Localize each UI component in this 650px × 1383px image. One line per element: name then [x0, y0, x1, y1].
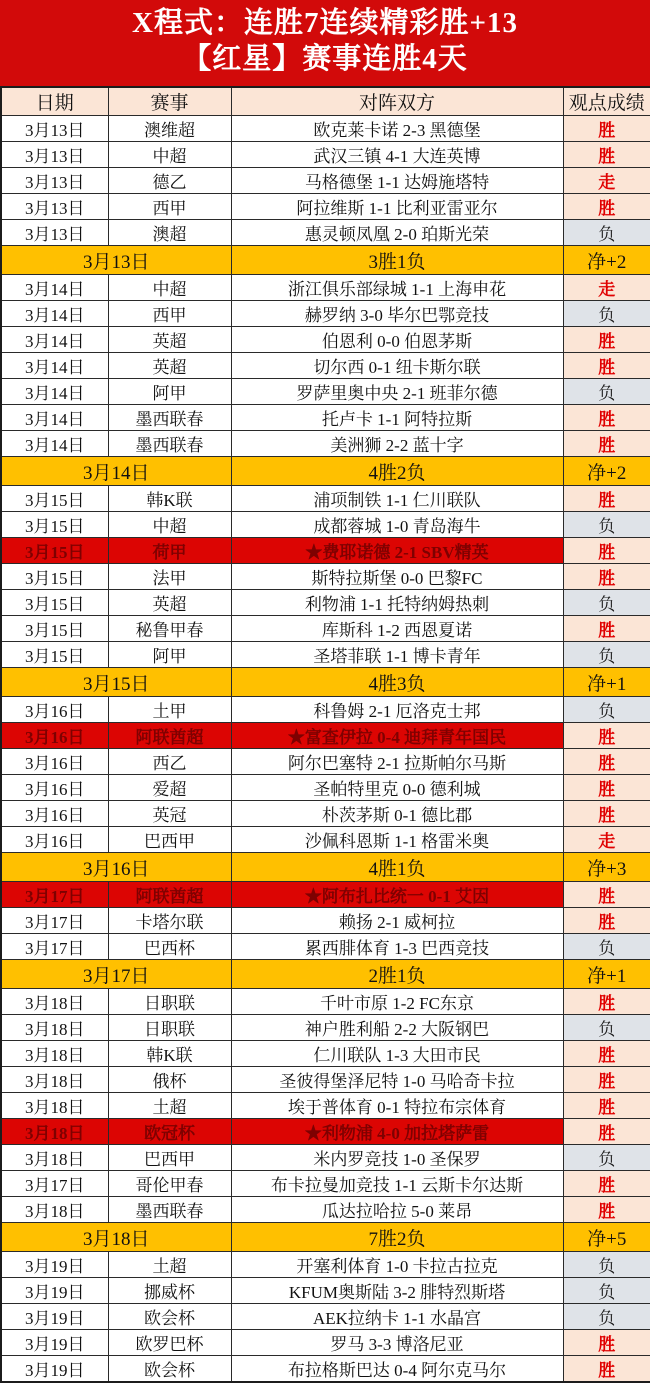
result-badge: 负	[563, 220, 650, 246]
match-teams-score: 沙佩科恩斯 1-1 格雷米奥	[231, 827, 563, 853]
match-teams-score: 布卡拉曼加竞技 1-1 云斯卡尔达斯	[231, 1171, 563, 1197]
match-league: 巴西杯	[108, 934, 231, 960]
summary-record: 4胜2负	[231, 457, 563, 486]
day-summary-row	[1, 853, 650, 882]
summary-record: 2胜1负	[231, 960, 563, 989]
match-teams-score: 切尔西 0-1 纽卡斯尔联	[231, 353, 563, 379]
match-date: 3月18日	[1, 1093, 108, 1119]
match-row	[1, 1145, 650, 1171]
match-date: 3月14日	[1, 301, 108, 327]
match-row	[1, 116, 650, 142]
match-row	[1, 1041, 650, 1067]
result-badge: 胜	[563, 775, 650, 801]
match-date: 3月16日	[1, 723, 108, 749]
match-teams-score: 埃于普体育 0-1 特拉布宗体育	[231, 1093, 563, 1119]
summary-date: 3月16日	[1, 853, 231, 882]
summary-date: 3月14日	[1, 457, 231, 486]
match-league: 土甲	[108, 697, 231, 723]
match-row	[1, 431, 650, 457]
col-header-match: 对阵双方	[231, 87, 563, 116]
match-teams-score: 阿尔巴塞特 2-1 拉斯帕尔马斯	[231, 749, 563, 775]
match-date: 3月19日	[1, 1330, 108, 1356]
match-row	[1, 564, 650, 590]
match-teams-score: 仁川联队 1-3 大田市民	[231, 1041, 563, 1067]
result-badge: 负	[563, 1278, 650, 1304]
match-date: 3月14日	[1, 405, 108, 431]
day-summary-row	[1, 668, 650, 697]
result-badge: 负	[563, 379, 650, 405]
result-badge: 胜	[563, 1330, 650, 1356]
result-badge: 胜	[563, 194, 650, 220]
match-date: 3月17日	[1, 908, 108, 934]
match-date: 3月16日	[1, 749, 108, 775]
match-teams-score: 米内罗竞技 1-0 圣保罗	[231, 1145, 563, 1171]
match-teams-score: 惠灵顿凤凰 2-0 珀斯光荣	[231, 220, 563, 246]
match-date: 3月14日	[1, 353, 108, 379]
match-teams-score: 罗萨里奥中央 2-1 班菲尔德	[231, 379, 563, 405]
match-teams-score: AEK拉纳卡 1-1 水晶宫	[231, 1304, 563, 1330]
match-league: 欧会杯	[108, 1304, 231, 1330]
match-row	[1, 775, 650, 801]
result-badge: 走	[563, 827, 650, 853]
result-badge: 胜	[563, 1119, 650, 1145]
result-badge: 胜	[563, 1197, 650, 1223]
match-date: 3月13日	[1, 142, 108, 168]
match-date: 3月16日	[1, 827, 108, 853]
result-badge: 胜	[563, 1356, 650, 1383]
match-teams-score: 阿拉维斯 1-1 比利亚雷亚尔	[231, 194, 563, 220]
match-row-highlighted	[1, 723, 650, 749]
match-teams-score: 科鲁姆 2-1 厄洛克士邦	[231, 697, 563, 723]
match-league: 阿联酋超	[108, 882, 231, 908]
match-row	[1, 989, 650, 1015]
result-badge: 胜	[563, 564, 650, 590]
match-teams-score: 伯恩利 0-0 伯恩茅斯	[231, 327, 563, 353]
match-league: 法甲	[108, 564, 231, 590]
match-league: 中超	[108, 275, 231, 301]
match-teams-score: 利物浦 1-1 托特纳姆热刺	[231, 590, 563, 616]
match-row	[1, 301, 650, 327]
match-date: 3月15日	[1, 564, 108, 590]
result-badge: 走	[563, 275, 650, 301]
match-teams-score: 瓜达拉哈拉 5-0 莱昂	[231, 1197, 563, 1223]
result-badge: 胜	[563, 616, 650, 642]
result-badge: 负	[563, 590, 650, 616]
day-summary-row	[1, 457, 650, 486]
result-badge: 胜	[563, 116, 650, 142]
summary-net-score: 净+5	[563, 1223, 650, 1252]
summary-net-score: 净+1	[563, 668, 650, 697]
summary-date: 3月15日	[1, 668, 231, 697]
match-date: 3月18日	[1, 1067, 108, 1093]
match-row	[1, 168, 650, 194]
result-badge: 胜	[563, 327, 650, 353]
match-date: 3月17日	[1, 934, 108, 960]
match-league: 韩K联	[108, 486, 231, 512]
match-teams-score: 朴茨茅斯 0-1 德比郡	[231, 801, 563, 827]
match-date: 3月15日	[1, 512, 108, 538]
match-league: 卡塔尔联	[108, 908, 231, 934]
match-league: 阿联酋超	[108, 723, 231, 749]
banner-line-2: 【红星】赛事连胜4天	[182, 43, 468, 75]
match-league: 韩K联	[108, 1041, 231, 1067]
result-badge: 走	[563, 168, 650, 194]
day-summary-row	[1, 246, 650, 275]
match-date: 3月16日	[1, 697, 108, 723]
match-league: 英超	[108, 590, 231, 616]
match-league: 俄杯	[108, 1067, 231, 1093]
day-summary-row	[1, 1223, 650, 1252]
match-league: 中超	[108, 512, 231, 538]
result-badge: 胜	[563, 1041, 650, 1067]
match-date: 3月19日	[1, 1252, 108, 1278]
match-teams-score: 浦项制铁 1-1 仁川联队	[231, 486, 563, 512]
match-league: 英超	[108, 353, 231, 379]
match-row	[1, 749, 650, 775]
match-teams-score: 千叶市原 1-2 FC东京	[231, 989, 563, 1015]
col-header-date: 日期	[1, 87, 108, 116]
result-badge: 胜	[563, 431, 650, 457]
match-teams-score: 罗马 3-3 博洛尼亚	[231, 1330, 563, 1356]
match-date: 3月17日	[1, 882, 108, 908]
match-row	[1, 1093, 650, 1119]
result-badge: 胜	[563, 142, 650, 168]
match-teams-score: 斯特拉斯堡 0-0 巴黎FC	[231, 564, 563, 590]
match-row	[1, 1067, 650, 1093]
match-row	[1, 275, 650, 301]
match-league: 爱超	[108, 775, 231, 801]
match-date: 3月19日	[1, 1304, 108, 1330]
match-row-highlighted	[1, 882, 650, 908]
match-row	[1, 1015, 650, 1041]
match-league: 哥伦甲春	[108, 1171, 231, 1197]
match-teams-score: 武汉三镇 4-1 大连英博	[231, 142, 563, 168]
match-league: 澳超	[108, 220, 231, 246]
match-row-highlighted	[1, 1119, 650, 1145]
match-date: 3月13日	[1, 116, 108, 142]
match-row	[1, 827, 650, 853]
summary-record: 4胜1负	[231, 853, 563, 882]
match-row	[1, 801, 650, 827]
match-row	[1, 327, 650, 353]
match-date: 3月18日	[1, 1119, 108, 1145]
match-date: 3月14日	[1, 275, 108, 301]
match-league: 土超	[108, 1093, 231, 1119]
match-league: 西乙	[108, 749, 231, 775]
match-league: 英冠	[108, 801, 231, 827]
summary-record: 4胜3负	[231, 668, 563, 697]
match-teams-score: 美洲狮 2-2 蓝十字	[231, 431, 563, 457]
match-teams-score: 赫罗纳 3-0 毕尔巴鄂竞技	[231, 301, 563, 327]
match-league: 日职联	[108, 989, 231, 1015]
result-badge: 负	[563, 512, 650, 538]
match-teams-score: 累西腓体育 1-3 巴西竞技	[231, 934, 563, 960]
match-league: 巴西甲	[108, 1145, 231, 1171]
result-badge: 胜	[563, 486, 650, 512]
match-league: 欧会杯	[108, 1356, 231, 1383]
match-row	[1, 1197, 650, 1223]
result-badge: 胜	[563, 1093, 650, 1119]
result-badge: 胜	[563, 908, 650, 934]
result-badge: 负	[563, 1145, 650, 1171]
match-league: 秘鲁甲春	[108, 616, 231, 642]
match-row	[1, 1356, 650, 1383]
match-league: 欧罗巴杯	[108, 1330, 231, 1356]
match-row	[1, 353, 650, 379]
match-date: 3月18日	[1, 1145, 108, 1171]
match-league: 阿甲	[108, 379, 231, 405]
match-date: 3月19日	[1, 1356, 108, 1383]
match-date: 3月14日	[1, 379, 108, 405]
match-row	[1, 1252, 650, 1278]
match-row	[1, 697, 650, 723]
result-badge: 胜	[563, 723, 650, 749]
result-badge: 负	[563, 301, 650, 327]
result-badge: 负	[563, 1304, 650, 1330]
match-league: 英超	[108, 327, 231, 353]
match-date: 3月14日	[1, 431, 108, 457]
summary-date: 3月17日	[1, 960, 231, 989]
match-league: 澳维超	[108, 116, 231, 142]
summary-record: 7胜2负	[231, 1223, 563, 1252]
match-teams-score: ★利物浦 4-0 加拉塔萨雷	[231, 1119, 563, 1145]
match-row	[1, 908, 650, 934]
match-date: 3月16日	[1, 801, 108, 827]
result-badge: 胜	[563, 749, 650, 775]
result-badge: 负	[563, 642, 650, 668]
match-league: 德乙	[108, 168, 231, 194]
result-badge: 负	[563, 934, 650, 960]
match-teams-score: 马格德堡 1-1 达姆施塔特	[231, 168, 563, 194]
match-teams-score: 托卢卡 1-1 阿特拉斯	[231, 405, 563, 431]
summary-record: 3胜1负	[231, 246, 563, 275]
summary-net-score: 净+2	[563, 457, 650, 486]
result-badge: 胜	[563, 538, 650, 564]
match-row	[1, 379, 650, 405]
match-date: 3月15日	[1, 590, 108, 616]
day-summary-row	[1, 960, 650, 989]
match-date: 3月19日	[1, 1278, 108, 1304]
result-badge: 胜	[563, 882, 650, 908]
match-date: 3月13日	[1, 220, 108, 246]
match-league: 日职联	[108, 1015, 231, 1041]
match-teams-score: ★阿布扎比统一 0-1 艾因	[231, 882, 563, 908]
summary-net-score: 净+1	[563, 960, 650, 989]
match-league: 西甲	[108, 301, 231, 327]
match-date: 3月15日	[1, 486, 108, 512]
match-date: 3月16日	[1, 775, 108, 801]
match-league: 土超	[108, 1252, 231, 1278]
match-league: 中超	[108, 142, 231, 168]
match-teams-score: 神户胜利船 2-2 大阪钢巴	[231, 1015, 563, 1041]
match-teams-score: 库斯科 1-2 西恩夏诺	[231, 616, 563, 642]
match-row	[1, 1278, 650, 1304]
match-date: 3月15日	[1, 538, 108, 564]
match-league: 巴西甲	[108, 827, 231, 853]
match-teams-score: 浙江俱乐部绿城 1-1 上海申花	[231, 275, 563, 301]
summary-net-score: 净+2	[563, 246, 650, 275]
banner-line-1: X程式：连胜7连续精彩胜+13	[132, 7, 518, 39]
match-league: 荷甲	[108, 538, 231, 564]
match-date: 3月15日	[1, 642, 108, 668]
match-row	[1, 1171, 650, 1197]
match-row	[1, 512, 650, 538]
title-banner	[0, 0, 650, 86]
match-row	[1, 1330, 650, 1356]
match-teams-score: ★费耶诺德 2-1 SBV精英	[231, 538, 563, 564]
result-badge: 胜	[563, 1171, 650, 1197]
match-row	[1, 142, 650, 168]
match-league: 西甲	[108, 194, 231, 220]
match-date: 3月14日	[1, 327, 108, 353]
match-row	[1, 590, 650, 616]
result-badge: 负	[563, 1015, 650, 1041]
match-row	[1, 616, 650, 642]
match-teams-score: 圣彼得堡泽尼特 1-0 马哈奇卡拉	[231, 1067, 563, 1093]
match-row	[1, 642, 650, 668]
match-row	[1, 405, 650, 431]
match-row	[1, 1304, 650, 1330]
results-table	[0, 86, 650, 1383]
result-badge: 负	[563, 697, 650, 723]
result-badge: 胜	[563, 989, 650, 1015]
result-badge: 胜	[563, 1067, 650, 1093]
match-row	[1, 194, 650, 220]
match-league: 墨西联春	[108, 431, 231, 457]
result-badge: 胜	[563, 405, 650, 431]
match-league: 墨西联春	[108, 405, 231, 431]
summary-date: 3月13日	[1, 246, 231, 275]
match-teams-score: 圣帕特里克 0-0 德利城	[231, 775, 563, 801]
col-header-league: 赛事	[108, 87, 231, 116]
match-teams-score: KFUM奥斯陆 3-2 腓特烈斯塔	[231, 1278, 563, 1304]
result-badge: 胜	[563, 353, 650, 379]
match-date: 3月18日	[1, 989, 108, 1015]
match-row	[1, 934, 650, 960]
match-teams-score: 欧克莱卡诺 2-3 黑德堡	[231, 116, 563, 142]
match-league: 墨西联春	[108, 1197, 231, 1223]
match-date: 3月13日	[1, 168, 108, 194]
match-teams-score: 圣塔菲联 1-1 博卡青年	[231, 642, 563, 668]
result-badge: 胜	[563, 801, 650, 827]
match-row	[1, 486, 650, 512]
match-teams-score: ★富查伊拉 0-4 迪拜青年国民	[231, 723, 563, 749]
table-header-row	[1, 87, 650, 116]
match-teams-score: 开塞利体育 1-0 卡拉古拉克	[231, 1252, 563, 1278]
match-date: 3月13日	[1, 194, 108, 220]
match-teams-score: 布拉格斯巴达 0-4 阿尔克马尔	[231, 1356, 563, 1383]
summary-date: 3月18日	[1, 1223, 231, 1252]
match-date: 3月18日	[1, 1041, 108, 1067]
col-header-result: 观点成绩	[563, 87, 650, 116]
result-badge: 负	[563, 1252, 650, 1278]
match-row-highlighted	[1, 538, 650, 564]
match-date: 3月18日	[1, 1197, 108, 1223]
match-teams-score: 成都蓉城 1-0 青岛海牛	[231, 512, 563, 538]
match-teams-score: 赖扬 2-1 威柯拉	[231, 908, 563, 934]
match-league: 欧冠杯	[108, 1119, 231, 1145]
match-date: 3月18日	[1, 1015, 108, 1041]
match-row	[1, 220, 650, 246]
match-league: 挪威杯	[108, 1278, 231, 1304]
match-league: 阿甲	[108, 642, 231, 668]
match-date: 3月17日	[1, 1171, 108, 1197]
summary-net-score: 净+3	[563, 853, 650, 882]
match-date: 3月15日	[1, 616, 108, 642]
